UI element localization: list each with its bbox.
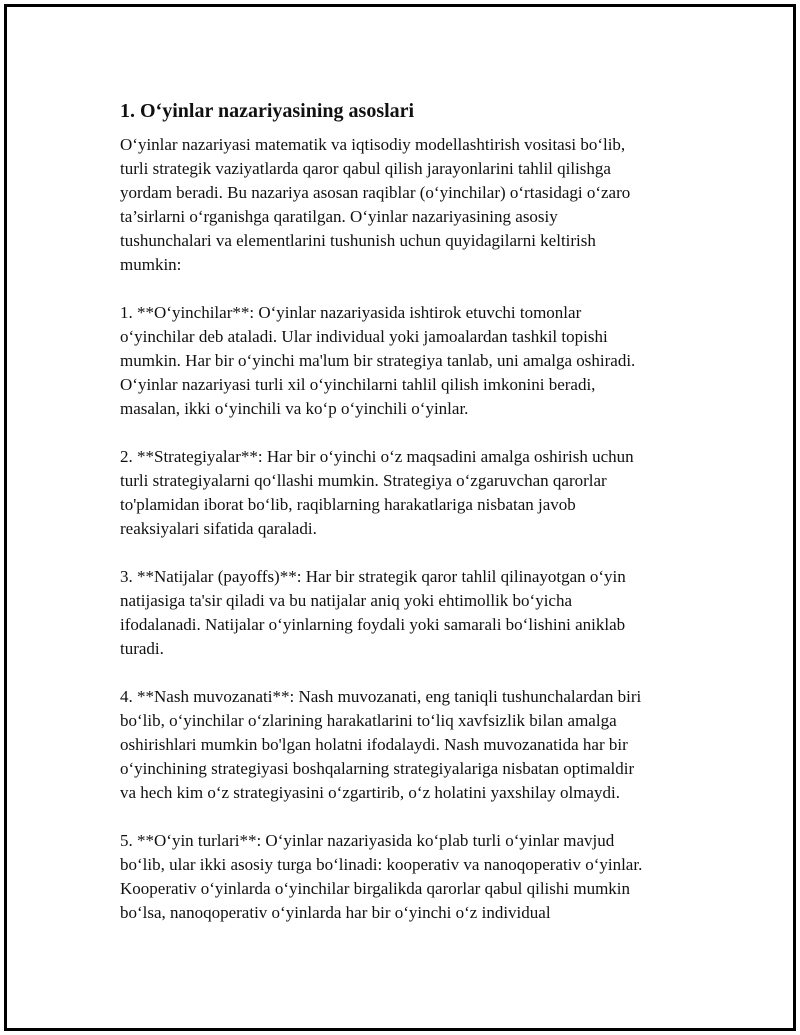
list-item-game-types xyxy=(120,829,695,925)
text-line: turli strategiyalarni qo‘llashi mumkin. Strategiya o‘zgaruvchan qarorlar xyxy=(120,471,607,490)
intro-paragraph xyxy=(120,133,695,277)
paragraph-gap xyxy=(120,805,695,829)
text-line: reaksiyalari sifatida qaraladi. xyxy=(120,519,317,538)
paragraph-gap xyxy=(120,277,695,301)
text-line: oshirishlari mumkin bo'lgan holatni ifodalaydi. Nash muvozanatida har bir xyxy=(120,735,628,754)
page-frame xyxy=(4,4,796,1031)
text-line: bo‘lib, ular ikki asosiy turga bo‘linadi: kooperativ va nanoqoperativ o‘yinlar. xyxy=(120,855,643,874)
text-line: O‘yinlar nazariyasi turli xil o‘yinchilarni tahlil qilish imkonini beradi, xyxy=(120,375,596,394)
list-item-players xyxy=(120,301,695,421)
text-line: ta’sirlarni o‘rganishga qaratilgan. O‘yinlar nazariyasining asosiy xyxy=(120,207,558,226)
text-line: 5. **O‘yin turlari**: O‘yinlar nazariyasida ko‘plab turli o‘yinlar mavjud xyxy=(120,831,615,850)
text-line: 3. **Natijalar (payoffs)**: Har bir strategik qaror tahlil qilinayotgan o‘yin xyxy=(120,567,626,586)
text-line: o‘yinchining strategiyasi boshqalarning strategiyalariga nisbatan optimaldir xyxy=(120,759,635,778)
text-line: turadi. xyxy=(120,639,164,658)
text-line: 4. **Nash muvozanati**: Nash muvozanati, eng taniqli tushunchalardan biri xyxy=(120,687,642,706)
text-line: yordam beradi. Bu nazariya asosan raqiblar (o‘yinchilar) o‘rtasidagi o‘zaro xyxy=(120,183,631,202)
text-line: turli strategik vaziyatlarda qaror qabul qilish jarayonlarini tahlil qilishga xyxy=(120,159,611,178)
text-line: va hech kim o‘z strategiyasini o‘zgartirib, o‘z holatini yaxshilay olmaydi. xyxy=(120,783,620,802)
text-line: Kooperativ o‘yinlarda o‘yinchilar birgalikda qarorlar qabul qilishi mumkin xyxy=(120,879,631,898)
text-line: mumkin: xyxy=(120,255,182,274)
text-line: bo‘lsa, nanoqoperativ o‘yinlarda har bir o‘yinchi o‘z individual xyxy=(120,903,551,922)
list-item-strategies xyxy=(120,445,695,541)
text-line: ifodalanadi. Natijalar o‘yinlarning foydali yoki samarali bo‘lishini aniklab xyxy=(120,615,626,634)
text-line: tushunchalari va elementlarini tushunish uchun quyidagilarni keltirish xyxy=(120,231,596,250)
text-line: masalan, ikki o‘yinchili va ko‘p o‘yinchili o‘yinlar. xyxy=(120,399,469,418)
text-line: O‘yinlar nazariyasi matematik va iqtisodiy modellashtirish vositasi bo‘lib, xyxy=(120,135,626,154)
text-line: 1. **O‘yinchilar**: O‘yinlar nazariyasida ishtirok etuvchi tomonlar xyxy=(120,303,582,322)
section-heading: 1. O‘yinlar nazariyasining asoslari xyxy=(120,100,415,122)
text-line: to'plamidan iborat bo‘lib, raqiblarning harakatlariga nisbatan javob xyxy=(120,495,576,514)
document-body xyxy=(120,97,695,925)
list-item-payoffs xyxy=(120,565,695,661)
paragraph-gap xyxy=(120,541,695,565)
text-line: mumkin. Har bir o‘yinchi ma'lum bir strategiya tanlab, uni amalga oshiradi. xyxy=(120,351,636,370)
text-line: bo‘lib, o‘yinchilar o‘zlarining harakatlarini to‘liq xavfsizlik bilan amalga xyxy=(120,711,617,730)
text-line: o‘yinchilar deb ataladi. Ular individual yoki jamoalardan tashkil topishi xyxy=(120,327,608,346)
paragraph-gap xyxy=(120,661,695,685)
paragraph-gap xyxy=(120,421,695,445)
text-line: 2. **Strategiyalar**: Har bir o‘yinchi o‘z maqsadini amalga oshirish uchun xyxy=(120,447,634,466)
list-item-nash-equilibrium xyxy=(120,685,695,805)
text-line: natijasiga ta'sir qiladi va bu natijalar aniq yoki ehtimollik bo‘yicha xyxy=(120,591,573,610)
